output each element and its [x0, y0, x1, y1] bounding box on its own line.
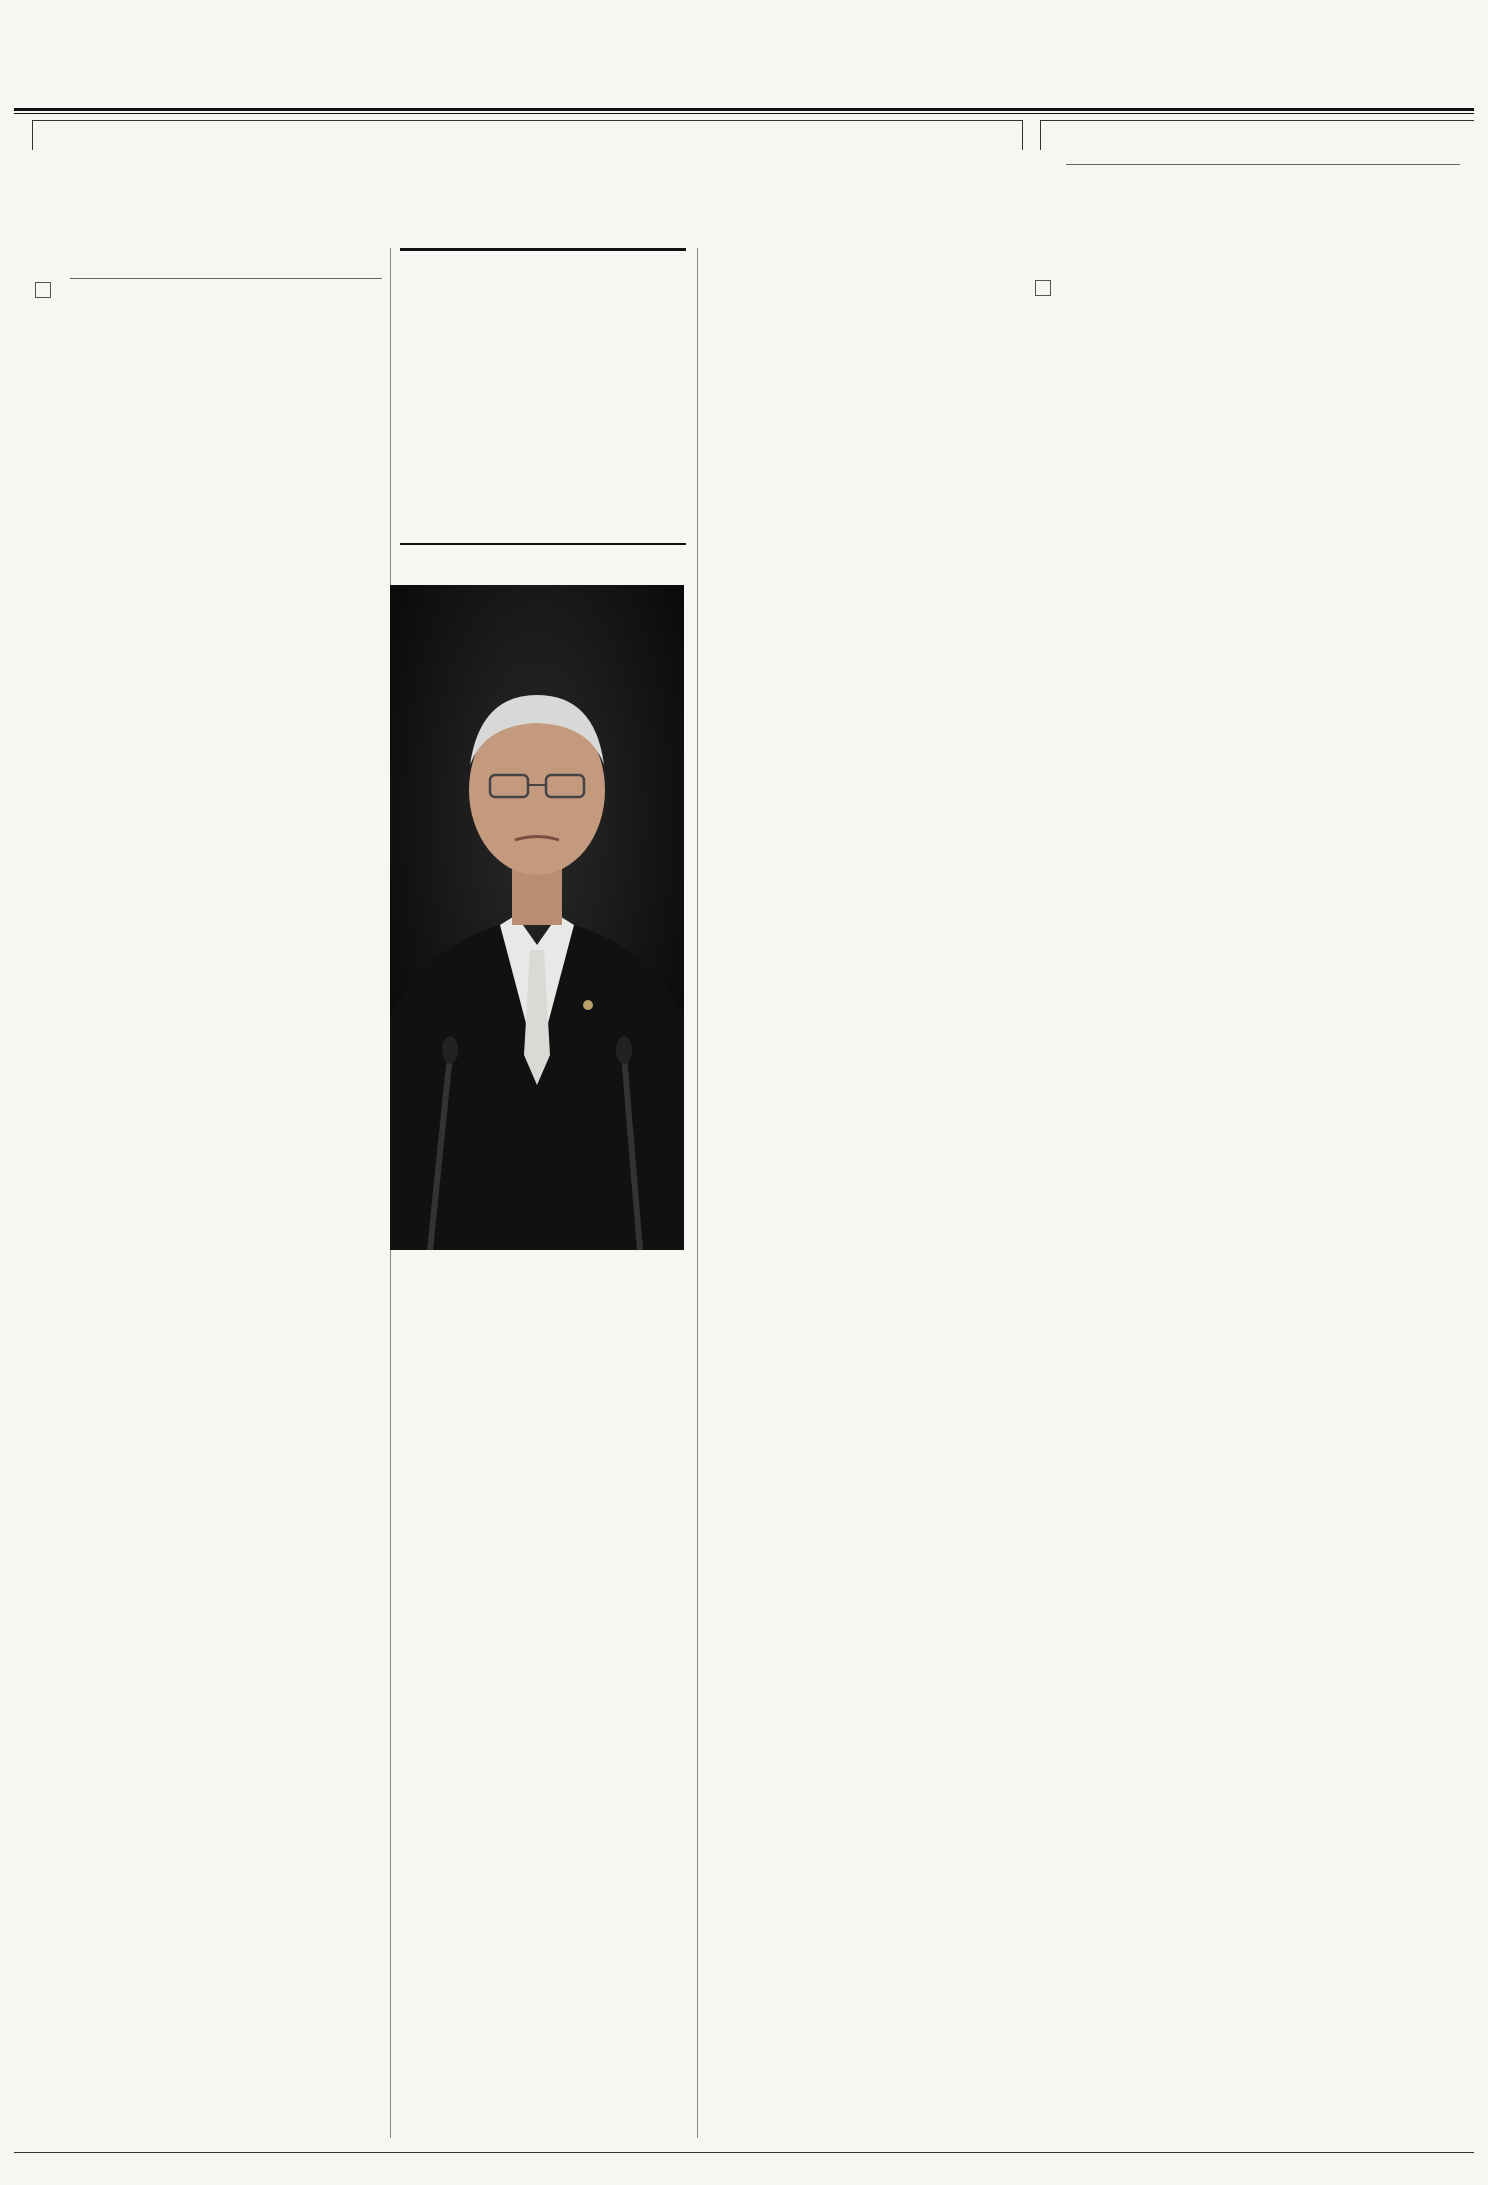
masthead-rule-thin	[14, 113, 1474, 114]
left-frame-rule	[32, 120, 1022, 121]
right-frame-rule	[1040, 120, 1474, 121]
ishiba-photo	[390, 585, 684, 1250]
author-rule	[70, 278, 382, 279]
lead-summary	[400, 248, 686, 261]
masthead-rule	[14, 108, 1474, 111]
issue-date	[1253, 58, 1264, 79]
left-article-column-2	[392, 1300, 692, 2140]
portrait-illustration	[390, 585, 684, 1250]
right-article-column-bottom	[1068, 1198, 1472, 2143]
lead-summary-rule	[400, 543, 686, 545]
column-box-icon	[35, 282, 51, 298]
footer-rule	[14, 2152, 1474, 2153]
left-frame-corner	[32, 120, 33, 150]
column-box-icon-2	[1035, 280, 1051, 296]
left-article-column-3	[706, 250, 1014, 2145]
left-frame-corner-right	[1022, 120, 1023, 150]
masthead	[14, 30, 1474, 100]
right-article-column-top	[1068, 170, 1366, 1198]
right-frame-corner	[1040, 120, 1041, 150]
right-author-rule	[1066, 164, 1460, 165]
left-article-column-1	[78, 300, 381, 2145]
footer-credits	[18, 2158, 33, 2177]
column-label-toushi	[30, 282, 56, 311]
column-label-guoji	[1030, 280, 1056, 309]
column-divider-2	[697, 248, 698, 2138]
